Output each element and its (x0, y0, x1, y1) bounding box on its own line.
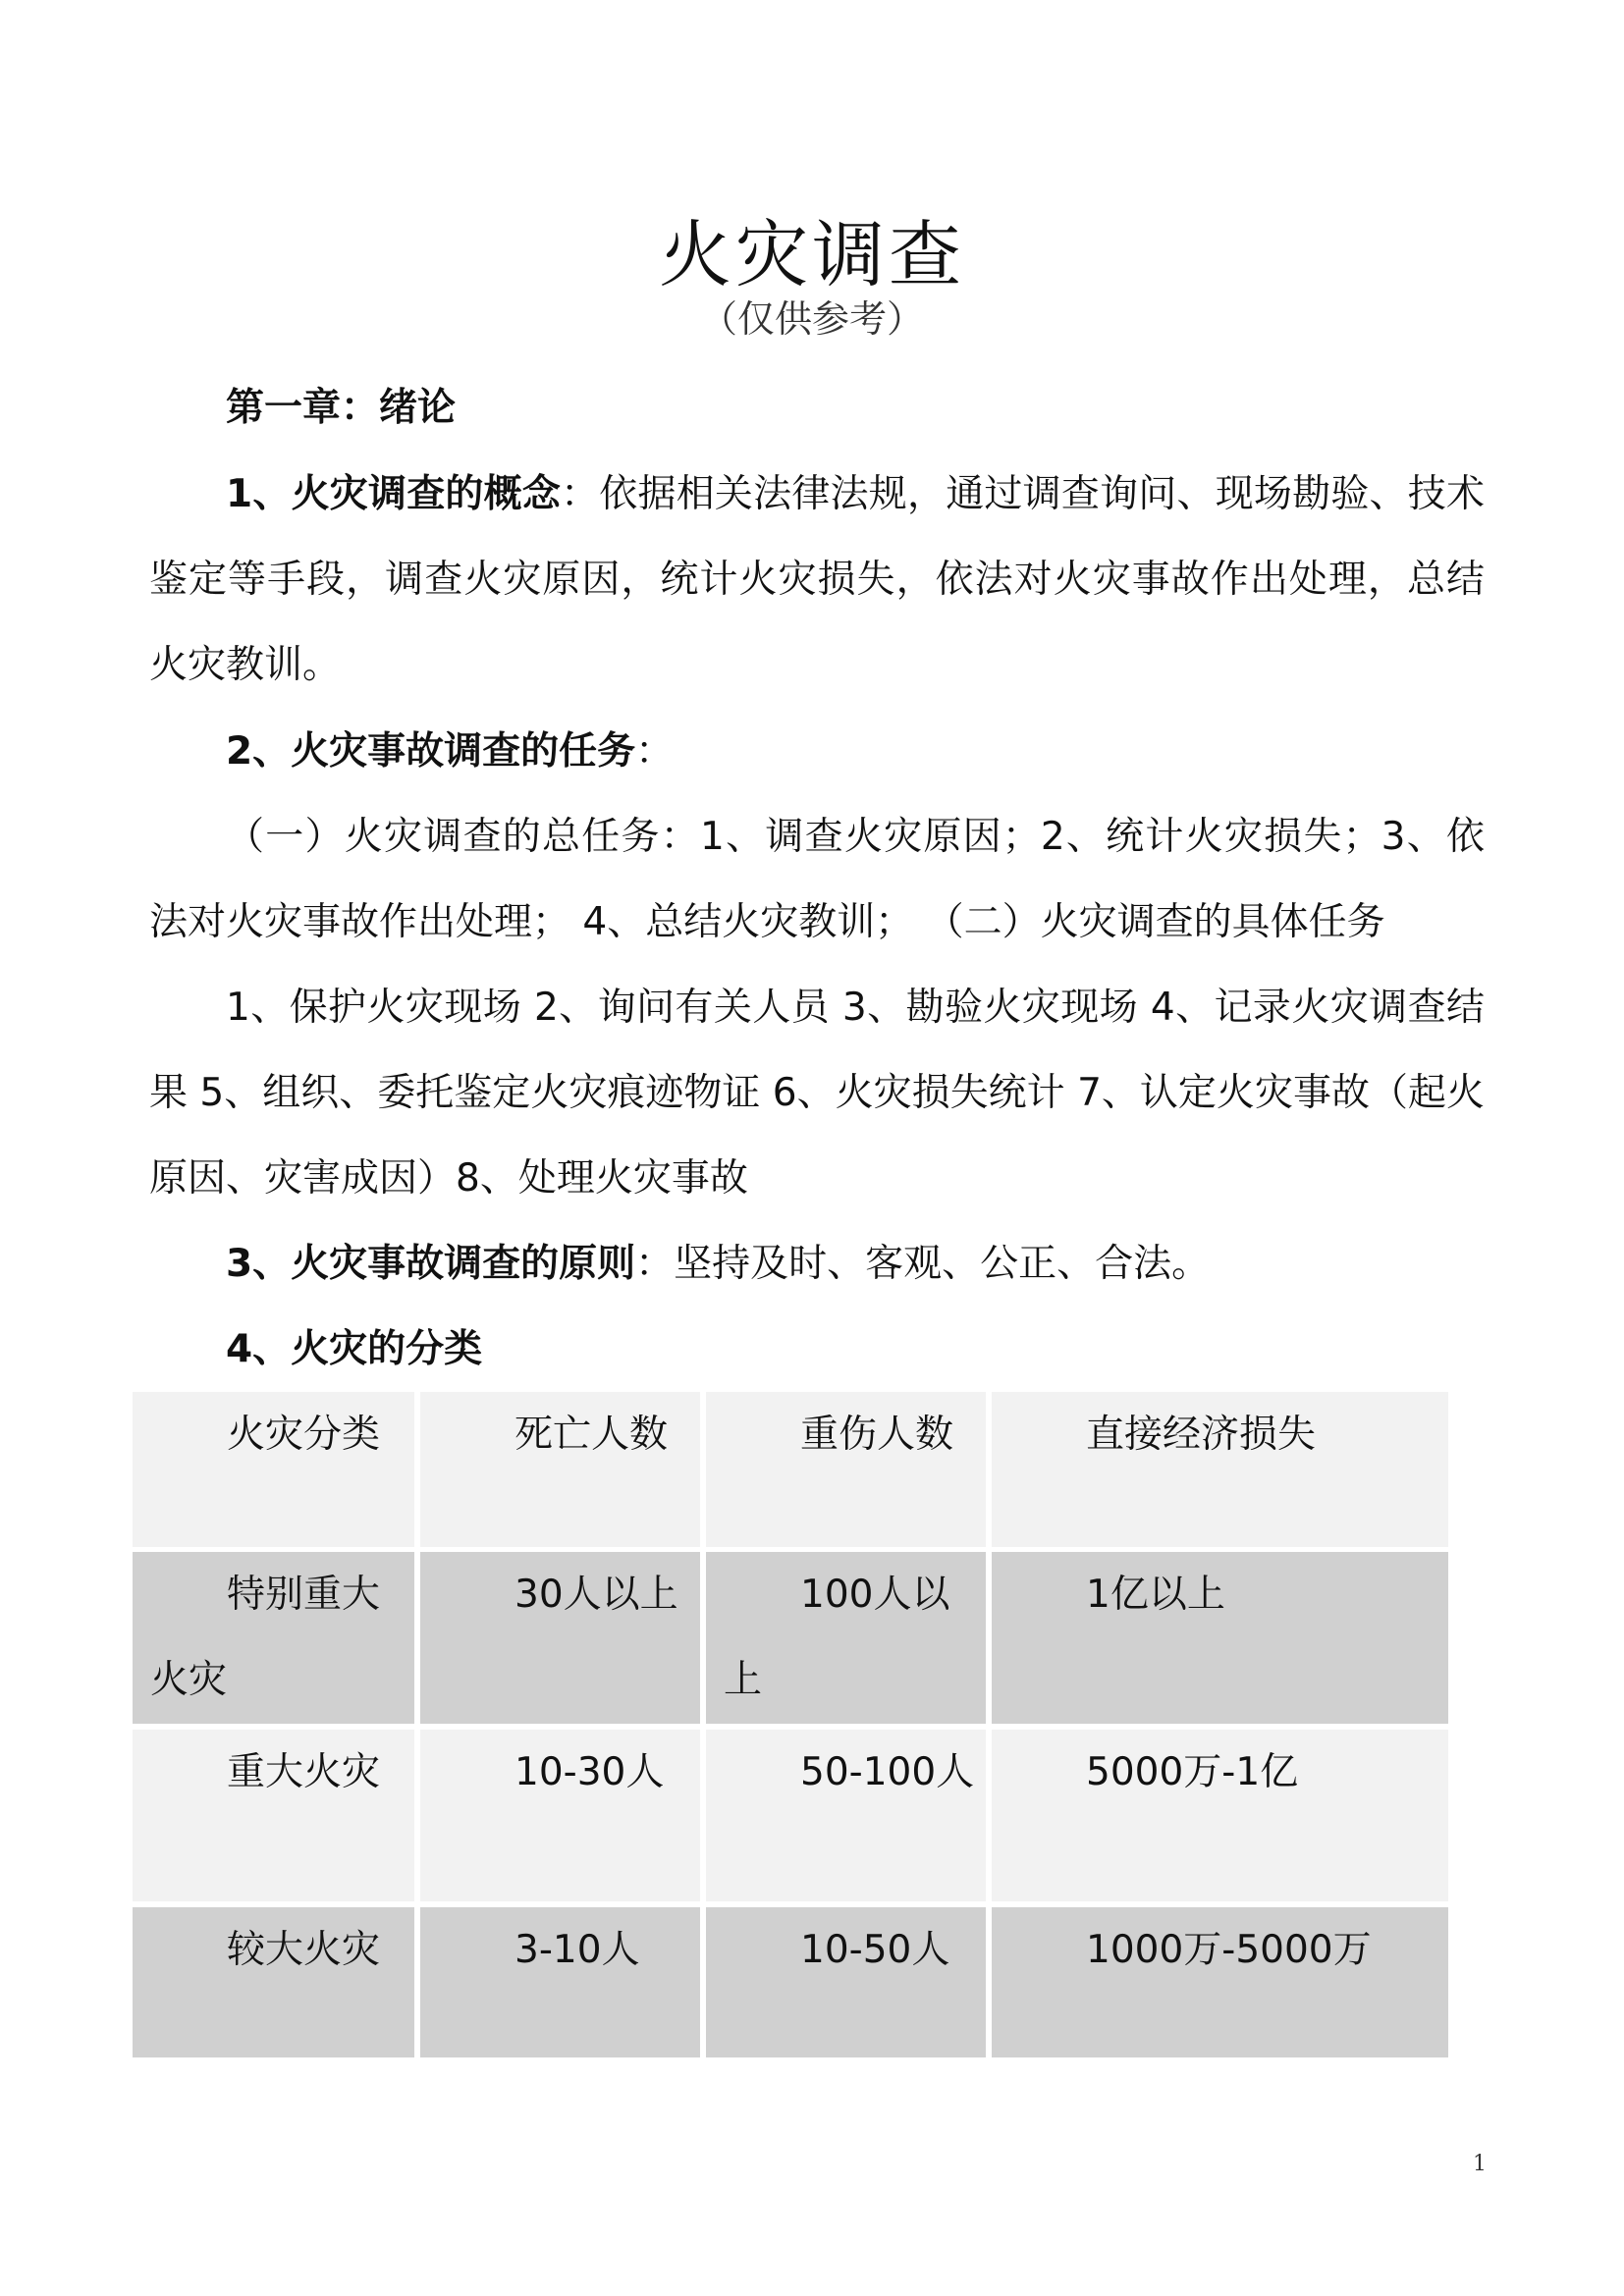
table-header-cell: 直接经济损失 (992, 1392, 1448, 1547)
section-heading: 3、火灾事故调查的原则 (226, 1242, 636, 1286)
document-subtitle: （仅供参考） (699, 297, 924, 341)
table-cell: 较大火灾 (133, 1907, 414, 2057)
section-concept (149, 452, 1485, 708)
table-cell: 30人以上 (420, 1552, 700, 1724)
section-principles (149, 1221, 1485, 1307)
table-cell: 重大火灾 (133, 1730, 414, 1901)
section-heading: 4、火灾的分类 (226, 1327, 483, 1371)
section-text: 1、保护火灾现场 2、询问有关人员 3、勘验火灾现场 4、记录火灾调查结果 5、组织、委托鉴定火灾痕迹物证 6、火灾损失统计 7、认定火灾事故（起火原因、灾害成因）8、处理火灾事故 (149, 986, 1485, 1201)
table-cell: 10-30人 (420, 1730, 700, 1901)
table-cell: 1亿以上 (992, 1552, 1448, 1724)
section-specific-tasks (149, 965, 1485, 1221)
section-text: ： (635, 729, 675, 774)
section-text: （一）火灾调查的总任务：1、调查火灾原因；2、统计火灾损失；3、依法对火灾事故作出处理； 4、总结火灾教训； （二）火灾调查的具体任务 (149, 815, 1485, 944)
section-general-tasks (149, 794, 1485, 965)
table-cell: 3-10人 (420, 1907, 700, 2057)
document-title: 火灾调查 (659, 213, 965, 297)
section-text: ：依据相关法律法规，通过调查询问、现场勘验、技术鉴定等手段，调查火灾原因，统计火灾损失，依法对火灾事故作出处理，总结火灾教训。 (149, 472, 1485, 687)
table-cell: 特别重大火灾 (133, 1552, 414, 1724)
section-heading: 1、火灾调查的概念 (226, 472, 562, 516)
table-header-cell: 重伤人数 (706, 1392, 986, 1547)
table-cell: 5000万-1亿 (992, 1730, 1448, 1901)
table-cell: 10-50人 (706, 1907, 986, 2057)
section-tasks (149, 709, 1485, 794)
chapter-heading: 第一章：绪论 (226, 386, 457, 430)
section-text: ：坚持及时、客观、公正、合法。 (635, 1242, 1211, 1286)
section-classification (149, 1307, 1485, 1392)
table-header-cell: 死亡人数 (420, 1392, 700, 1547)
table-cell: 50-100人 (706, 1730, 986, 1901)
table-header-cell: 火灾分类 (133, 1392, 414, 1547)
table-cell: 100人以上 (706, 1552, 986, 1724)
table-cell: 1000万-5000万 (992, 1907, 1448, 2057)
section-heading: 2、火灾事故调查的任务 (226, 729, 636, 774)
page-number: 1 (1473, 2152, 1487, 2176)
